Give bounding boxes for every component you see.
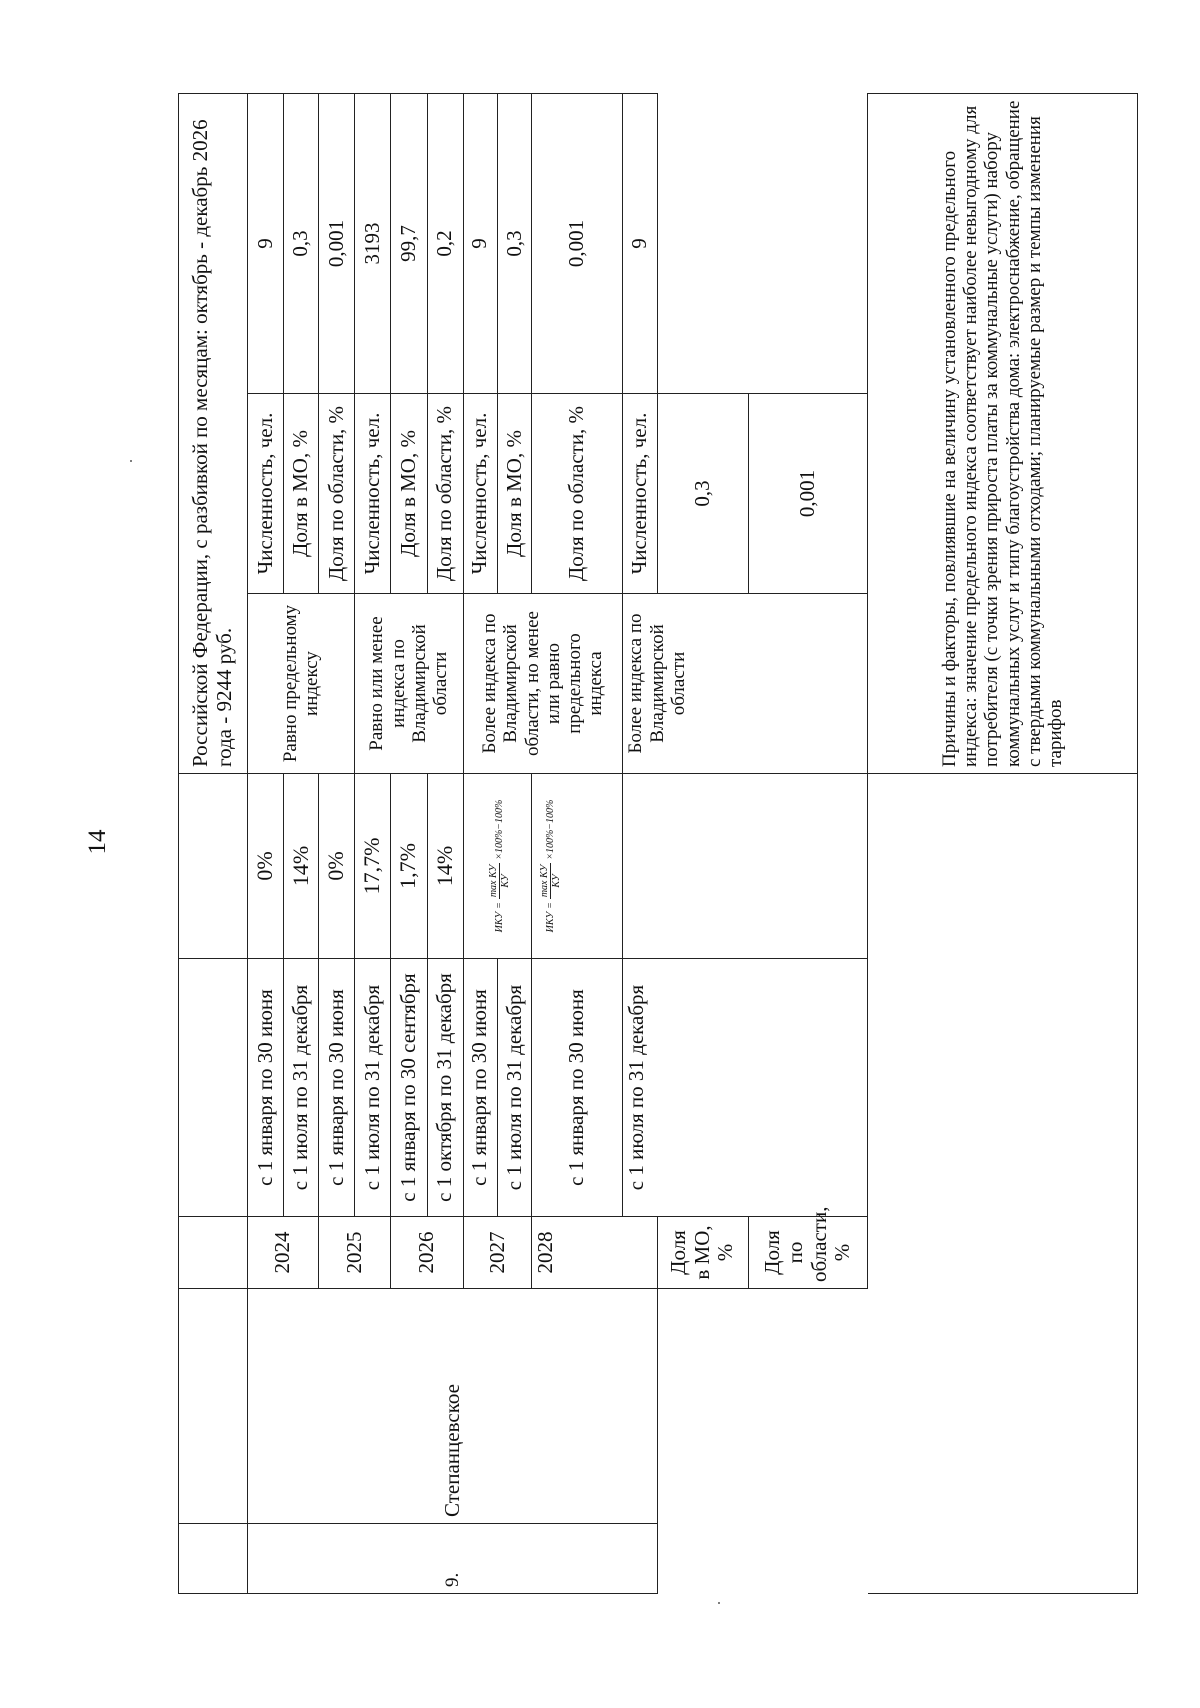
period-cell: с 1 октября по 31 декабря <box>427 959 463 1217</box>
row-number: 9. <box>248 1524 658 1594</box>
header-cell <box>179 1217 248 1289</box>
index-table <box>178 93 1138 1594</box>
period-cell: с 1 января по 30 июня <box>463 959 497 1217</box>
index-cell: 17,7% <box>355 774 391 959</box>
period-cell: с 1 июля по 31 декабря <box>355 959 391 1217</box>
metric-name: Численность, чел. <box>355 394 391 594</box>
rotated-table-wrapper <box>178 94 1138 1594</box>
metric-name: Доля по области, % <box>748 1217 867 1289</box>
index-cell: 1,7% <box>390 774 427 959</box>
index-cell: 14% <box>283 774 319 959</box>
scan-speck <box>718 1602 720 1604</box>
metric-value: 0,3 <box>497 94 531 394</box>
index-formula-2027: ИКУ = max КУ КУ ×100%−100% <box>488 799 512 933</box>
table-row <box>248 94 284 1594</box>
metric-value: 0,001 <box>748 394 867 594</box>
category-cell: Более индекса по Владимирской области, но менее или равно предельного индекса <box>463 594 623 774</box>
metric-value: 99,7 <box>390 94 427 394</box>
reasons-note: Причины и факторы, повлиявшие на величину установленного предельного индекса: значение предельного индекса соответствует наиболее невыгодному для потребителя (с точки зрения прироста платы за коммунальные услуги) набору коммунальных услуг и типу благоустройства дома: электроснабжение, обращение с твердыми коммунальными отходами; планируемые размер и темпы изменения тарифов <box>868 94 1138 774</box>
header-cell <box>179 959 248 1217</box>
metric-name: Численность, чел. <box>248 394 284 594</box>
metric-name: Доля в МО, % <box>390 394 427 594</box>
metric-value: 0,2 <box>427 94 463 394</box>
index-cell: 0% <box>248 774 284 959</box>
category-cell: Равно или менее индекса по Владимирской области <box>355 594 463 774</box>
metric-value: 0,3 <box>283 94 319 394</box>
scan-speck <box>130 460 132 462</box>
metric-name: Доля в МО, % <box>283 394 319 594</box>
empty-cell <box>657 1289 867 1594</box>
index-formula-2028: ИКУ = max КУ КУ ×100%−100% <box>539 799 563 933</box>
metric-name: Доля в МО, % <box>657 1217 748 1289</box>
municipality-name: Степанцевское <box>248 1289 658 1524</box>
period-cell: с 1 июля по 31 декабря <box>497 959 531 1217</box>
year-cell: 2025 <box>319 1217 390 1289</box>
index-cell: 14% <box>427 774 463 959</box>
header-cell <box>179 1289 248 1524</box>
header-cell <box>179 1524 248 1594</box>
metric-value: 3193 <box>355 94 391 394</box>
year-cell: 2026 <box>390 1217 463 1289</box>
metric-value: 9 <box>623 94 657 394</box>
metric-value: 0,001 <box>319 94 355 394</box>
reasons-row <box>868 94 1138 1594</box>
formula-cell <box>463 774 532 959</box>
year-cell: 2028 <box>532 1217 657 1289</box>
period-cell: с 1 июля по 31 декабря <box>283 959 319 1217</box>
metric-name: Численность, чел. <box>463 394 497 594</box>
period-cell: с 1 января по 30 сентября <box>390 959 427 1217</box>
formula-cell <box>532 774 623 959</box>
metric-name: Доля по области, % <box>319 394 355 594</box>
metric-name: Доля по области, % <box>427 394 463 594</box>
index-cell: 0% <box>319 774 355 959</box>
header-cell <box>179 774 248 959</box>
population-note: Российской Федерации, с разбивкой по месяцам: октябрь - декабрь 2026 года - 9244 руб. <box>179 94 248 774</box>
metric-value: 9 <box>248 94 284 394</box>
metric-value: 9 <box>463 94 497 394</box>
empty-cell <box>623 774 868 959</box>
period-cell: с 1 января по 30 июня <box>248 959 284 1217</box>
metric-value: 0,001 <box>532 94 623 394</box>
period-cell: с 1 января по 30 июня <box>532 959 623 1217</box>
period-cell: с 1 июля по 31 декабря <box>623 959 868 1217</box>
empty-cell <box>868 774 1138 1594</box>
metric-name: Доля в МО, % <box>497 394 531 594</box>
page-number: 14 <box>84 829 111 855</box>
metric-name: Доля по области, % <box>532 394 623 594</box>
metric-value: 0,3 <box>657 394 748 594</box>
period-cell: с 1 января по 30 июня <box>319 959 355 1217</box>
metric-name: Численность, чел. <box>623 394 657 594</box>
header-row <box>179 94 248 1594</box>
year-cell: 2024 <box>248 1217 319 1289</box>
year-cell: 2027 <box>463 1217 532 1289</box>
category-cell: Равно предельному индексу <box>248 594 355 774</box>
category-cell: Более индекса по Владимирской области <box>623 594 868 774</box>
